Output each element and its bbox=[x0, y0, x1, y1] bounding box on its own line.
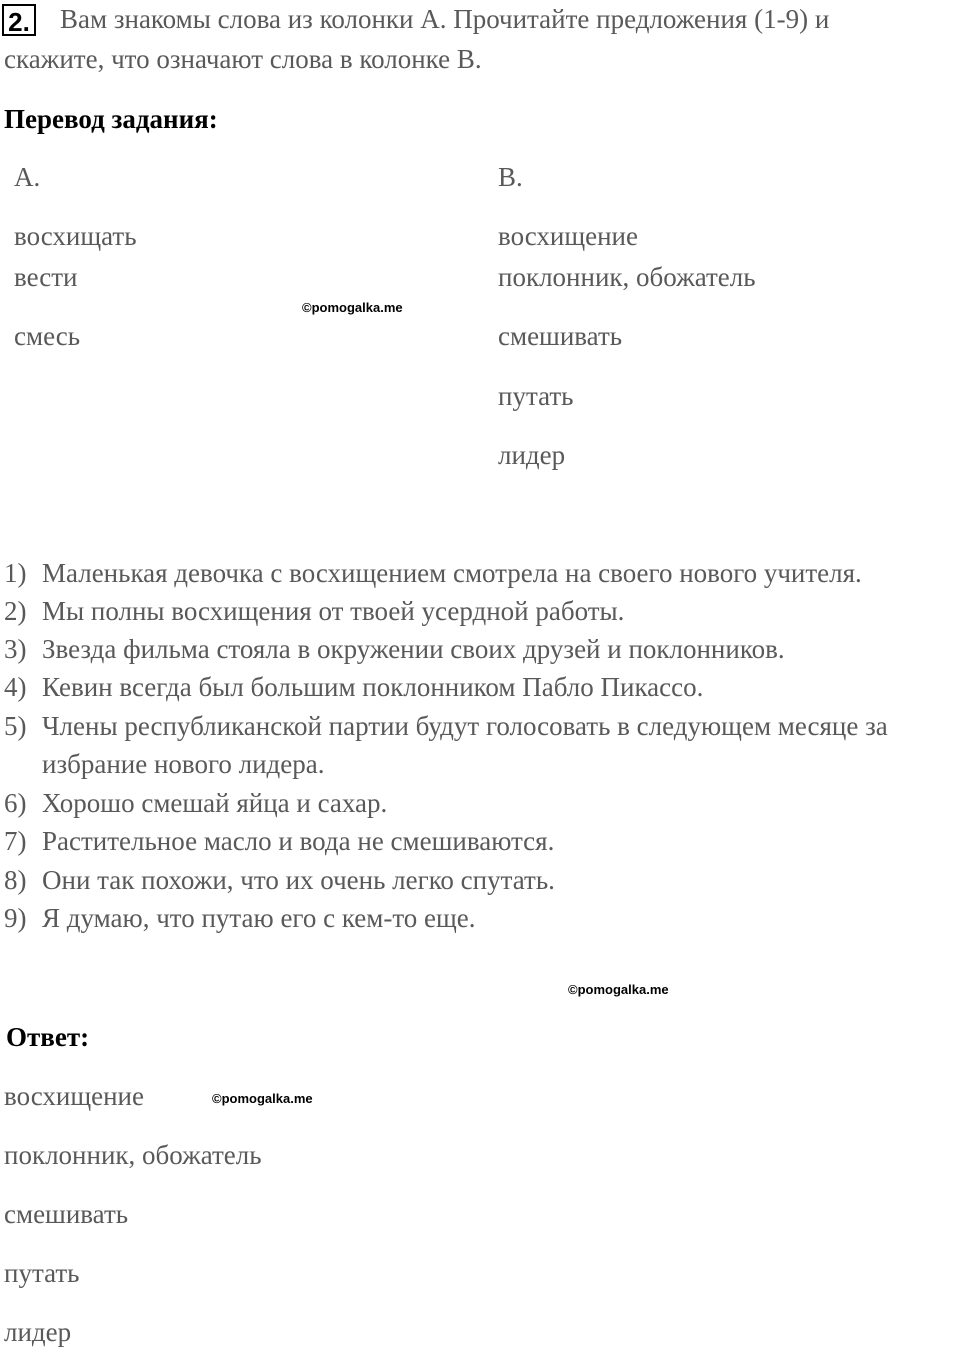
column-a-header: А. bbox=[14, 162, 41, 192]
sentence-item bbox=[4, 672, 703, 703]
answer-item: поклонник, обожатель bbox=[4, 1140, 262, 1170]
sentence-item bbox=[4, 826, 554, 857]
sentence-text: Члены республиканской партии будут голосовать в следующем месяце за bbox=[42, 711, 888, 741]
sentence-item bbox=[4, 558, 862, 589]
column-b-word: лидер bbox=[498, 440, 566, 470]
sentence-text: Они так похожи, что их очень легко спутать. bbox=[42, 865, 555, 895]
sentence-number: 8) bbox=[4, 865, 27, 895]
answer-item: восхищение bbox=[4, 1081, 144, 1111]
sentence-item bbox=[4, 865, 555, 896]
answer-item: лидер bbox=[4, 1317, 72, 1347]
sentence-text: Растительное масло и вода не смешиваются. bbox=[42, 826, 555, 856]
column-b-word: смешивать bbox=[498, 321, 623, 351]
sentence-item bbox=[4, 749, 325, 780]
sentence-number: 7) bbox=[4, 826, 27, 856]
sentence-text: Звезда фильма стояла в окружении своих друзей и поклонников. bbox=[42, 634, 785, 664]
sentence-number: 5) bbox=[4, 711, 27, 741]
sentence-text: Кевин всегда был большим поклонником Пабло Пикассо. bbox=[42, 672, 704, 702]
sentence-item bbox=[4, 788, 387, 819]
answer-item: смешивать bbox=[4, 1199, 129, 1229]
column-b-header: В. bbox=[498, 162, 523, 192]
column-a-word: вести bbox=[14, 262, 78, 292]
sentence-item bbox=[4, 711, 888, 742]
column-b-word: поклонник, обожатель bbox=[498, 262, 756, 292]
sentence-item bbox=[4, 596, 624, 627]
sentence-number: 1) bbox=[4, 558, 27, 588]
column-b-word: восхищение bbox=[498, 221, 638, 251]
sentence-item bbox=[4, 634, 785, 665]
sentence-number: 4) bbox=[4, 672, 27, 702]
column-b-word: путать bbox=[498, 381, 574, 411]
sentence-number: 2) bbox=[4, 596, 27, 626]
watermark: ©pomogalka.me bbox=[568, 982, 669, 997]
sentence-text: Мы полны восхищения от твоей усердной работы. bbox=[42, 596, 625, 626]
sentence-text: Хорошо смешай яйца и сахар. bbox=[42, 788, 388, 818]
sentence-text: избрание нового лидера. bbox=[42, 749, 325, 779]
column-a-word: восхищать bbox=[14, 221, 137, 251]
watermark: ©pomogalka.me bbox=[212, 1091, 313, 1106]
sentence-item bbox=[4, 903, 476, 934]
task-text-line-1: Вам знакомы слова из колонки А. Прочитайте предложения (1-9) и bbox=[60, 4, 830, 34]
column-a-word: смесь bbox=[14, 321, 81, 351]
answer-item: путать bbox=[4, 1258, 80, 1288]
sentence-number: 3) bbox=[4, 634, 27, 664]
task-number: 2. bbox=[2, 4, 36, 36]
watermark: ©pomogalka.me bbox=[302, 300, 403, 315]
answer-heading: Ответ: bbox=[6, 1022, 90, 1052]
sentence-number: 6) bbox=[4, 788, 27, 818]
sentence-text: Я думаю, что путаю его с кем-то еще. bbox=[42, 903, 476, 933]
sentence-text: Маленькая девочка с восхищением смотрела на своего нового учителя. bbox=[42, 558, 862, 588]
translation-heading: Перевод задания: bbox=[4, 104, 218, 134]
sentence-number: 9) bbox=[4, 903, 27, 933]
task-text-line-2: скажите, что означают слова в колонке В. bbox=[4, 44, 482, 74]
